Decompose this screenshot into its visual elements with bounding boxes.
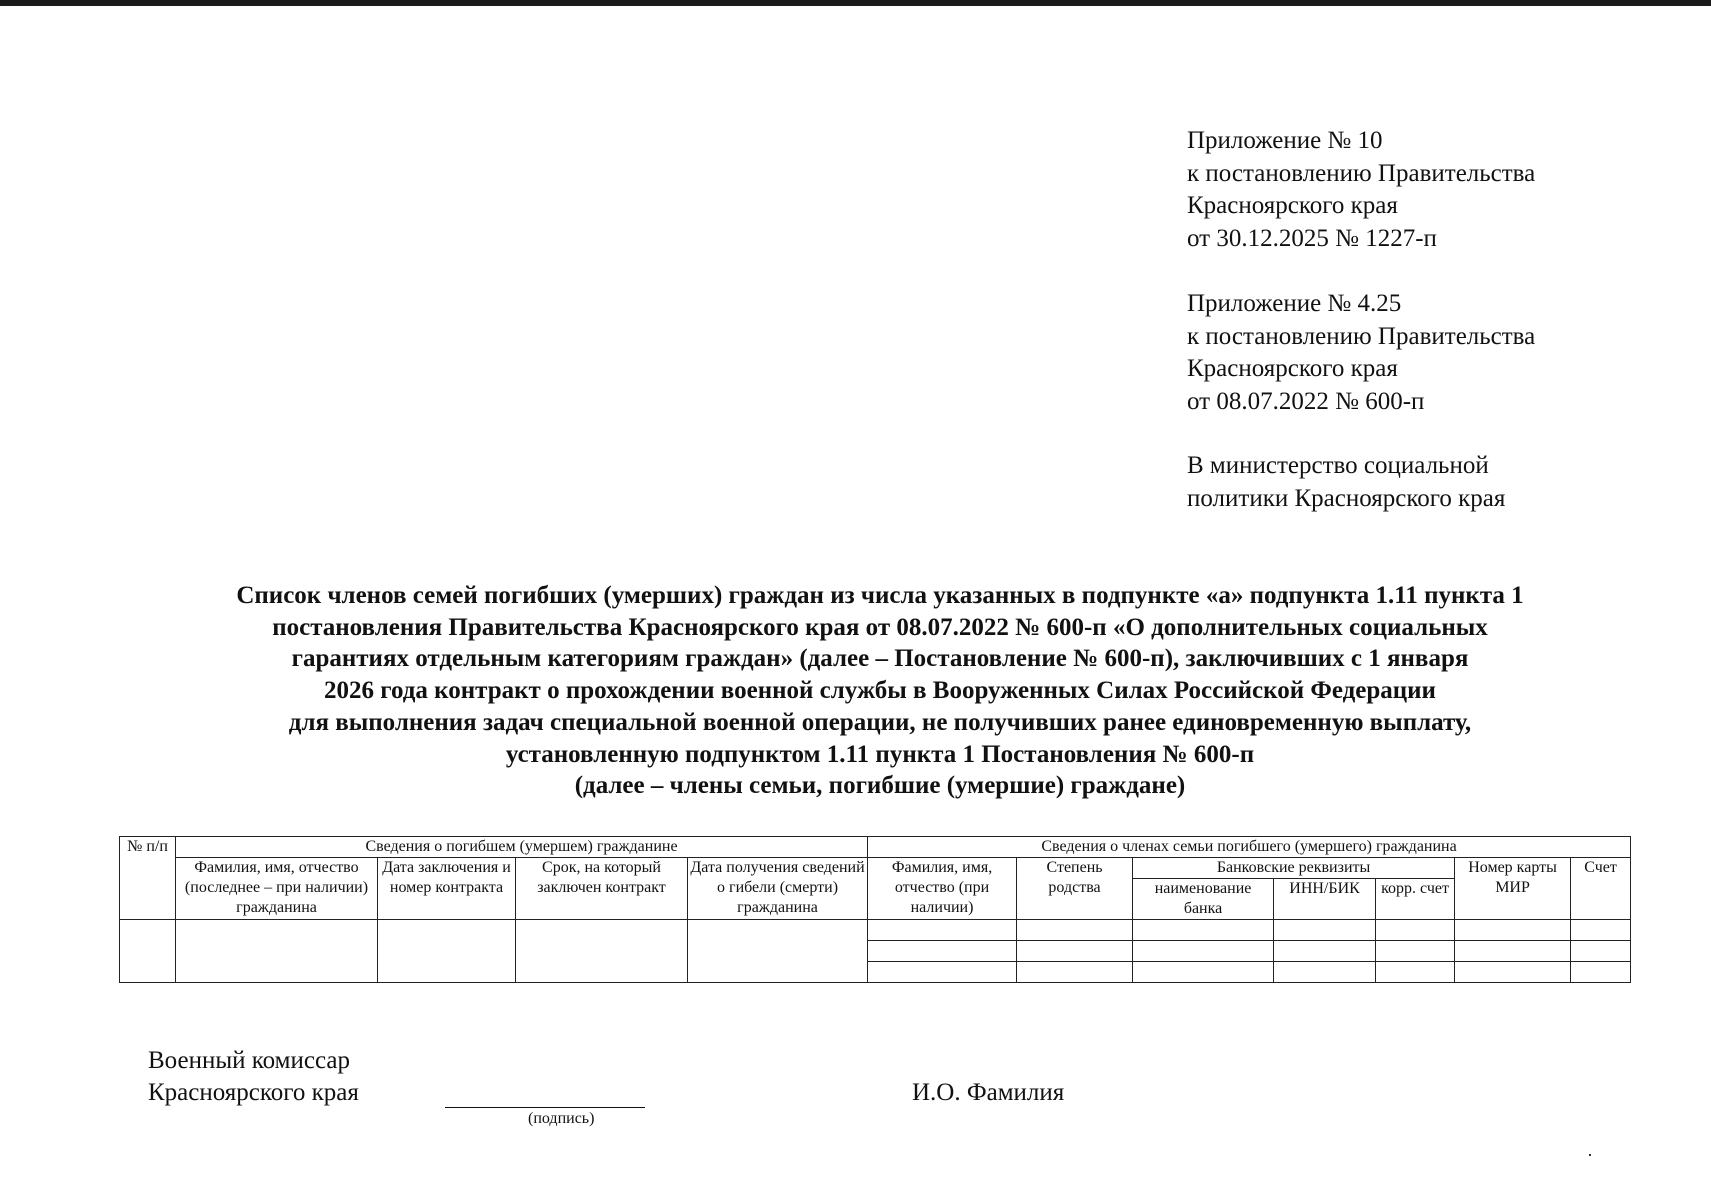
- cell-death-info-date[interactable]: [688, 920, 868, 983]
- annex-previous: [1187, 288, 1535, 418]
- cell-bank-name[interactable]: [1133, 920, 1274, 941]
- cell-account[interactable]: [1571, 920, 1631, 941]
- title-line-1: Список членов семей погибших (умерших) граждан из числа указанных в подпункте «а» подпункта 1.11 пункта 1: [236, 582, 1524, 609]
- inn-bik-header: ИНН/БИК: [1274, 879, 1376, 920]
- cell-family-full-name[interactable]: [868, 920, 1017, 941]
- cell-corr-account[interactable]: [1376, 941, 1455, 962]
- title-line-5: для выполнения задач специальной военной операции, не получивших ранее единовременную выплату,: [288, 708, 1472, 736]
- document-title: [100, 580, 1660, 802]
- title-line-6: установленную подпунктом 1.11 пункта 1 Постановления № 600-п: [505, 740, 1255, 768]
- title-line-3: гарантиях отдельным категориям граждан» (далее – Постановление № 600-п), заключивших с 1 января: [291, 645, 1469, 673]
- scan-speck: [1589, 1154, 1591, 1156]
- annex-previous-line-1: Приложение № 4.25: [1187, 290, 1402, 317]
- death-info-date-header: Дата получения сведений о гибели (смерти) гражданина: [688, 858, 868, 920]
- relationship-header: Степень родства: [1017, 858, 1133, 920]
- signatory-role-line-2: Красноярского края: [148, 1079, 359, 1106]
- group-family-header: Сведения о членах семьи погибшего (умершего) гражданина: [868, 837, 1631, 858]
- account-header: Счет: [1571, 858, 1631, 920]
- cell-mir-card[interactable]: [1455, 920, 1571, 941]
- group-deceased-header: Сведения о погибшем (умершем) гражданине: [176, 837, 868, 858]
- annex-current-line-2: к постановлению Правительства: [1187, 159, 1536, 187]
- cell-mir-card[interactable]: [1455, 941, 1571, 962]
- addressee: [1187, 450, 1505, 515]
- signatory-role-line-1: Военный комиссар: [148, 1047, 350, 1074]
- cell-bank-name[interactable]: [1133, 962, 1274, 983]
- cell-deceased-full-name[interactable]: [176, 920, 378, 983]
- annex-previous-line-3: Красноярского края: [1187, 355, 1398, 382]
- cell-inn-bik[interactable]: [1274, 941, 1376, 962]
- cell-relationship[interactable]: [1017, 962, 1133, 983]
- signatory-name: И.О. Фамилия: [912, 1079, 1065, 1106]
- cell-family-full-name[interactable]: [868, 941, 1017, 962]
- header-row-groups: [120, 837, 1631, 858]
- corr-account-header: корр. счет: [1376, 879, 1455, 920]
- contract-date-number-header: Дата заключения и номер контракта: [378, 858, 516, 920]
- title-line-4: 2026 года контракт о прохождении военной службы в Вооруженных Силах Российской Федерации: [324, 677, 1436, 705]
- cell-account[interactable]: [1571, 941, 1631, 962]
- cell-relationship[interactable]: [1017, 941, 1133, 962]
- cell-family-full-name[interactable]: [868, 962, 1017, 983]
- cell-contract-term[interactable]: [516, 920, 688, 983]
- annex-previous-line-4: от 08.07.2022 № 600-п: [1187, 387, 1425, 415]
- annex-current: [1187, 125, 1535, 255]
- cell-relationship[interactable]: [1017, 920, 1133, 941]
- annex-current-line-1: Приложение № 10: [1187, 127, 1383, 154]
- cell-corr-account[interactable]: [1376, 962, 1455, 983]
- addressee-line-2: политики Красноярского края: [1187, 484, 1506, 512]
- deceased-full-name-header: Фамилия, имя, отчество (последнее – при наличии) гражданина: [176, 858, 378, 920]
- title-line-2: постановления Правительства Красноярского края от 08.07.2022 № 600-п «О дополнительных социальных: [272, 613, 1488, 641]
- annex-current-line-4: от 30.12.2025 № 1227-п: [1187, 224, 1437, 252]
- cell-inn-bik[interactable]: [1274, 920, 1376, 941]
- contract-term-header: Срок, на который заключен контракт: [516, 858, 688, 920]
- addressee-line-1: В министерство социальной: [1187, 452, 1489, 479]
- top-border: [0, 0, 1711, 6]
- title-line-7: (далее – члены семьи, погибшие (умершие) граждане): [574, 772, 1186, 800]
- bank-name-header: наименование банка: [1133, 879, 1274, 920]
- bank-details-header: Банковские реквизиты: [1133, 858, 1455, 879]
- col-number-header: № п/п: [120, 837, 176, 920]
- family-full-name-header: Фамилия, имя, отчество (при наличии): [868, 858, 1017, 920]
- table-row: [120, 920, 1631, 941]
- annex-current-line-3: Красноярского края: [1187, 192, 1398, 219]
- header-row-columns: [120, 858, 1631, 879]
- cell-contract-date-number[interactable]: [378, 920, 516, 983]
- mir-card-header: Номер карты МИР: [1455, 858, 1571, 920]
- cell-inn-bik[interactable]: [1274, 962, 1376, 983]
- signature-line[interactable]: [445, 1107, 645, 1108]
- cell-number[interactable]: [120, 920, 176, 983]
- cell-mir-card[interactable]: [1455, 962, 1571, 983]
- annex-previous-line-2: к постановлению Правительства: [1187, 322, 1536, 350]
- signature-caption: (подпись): [528, 1110, 595, 1127]
- cell-bank-name[interactable]: [1133, 941, 1274, 962]
- cell-account[interactable]: [1571, 962, 1631, 983]
- family-members-table: [119, 836, 1631, 983]
- cell-corr-account[interactable]: [1376, 920, 1455, 941]
